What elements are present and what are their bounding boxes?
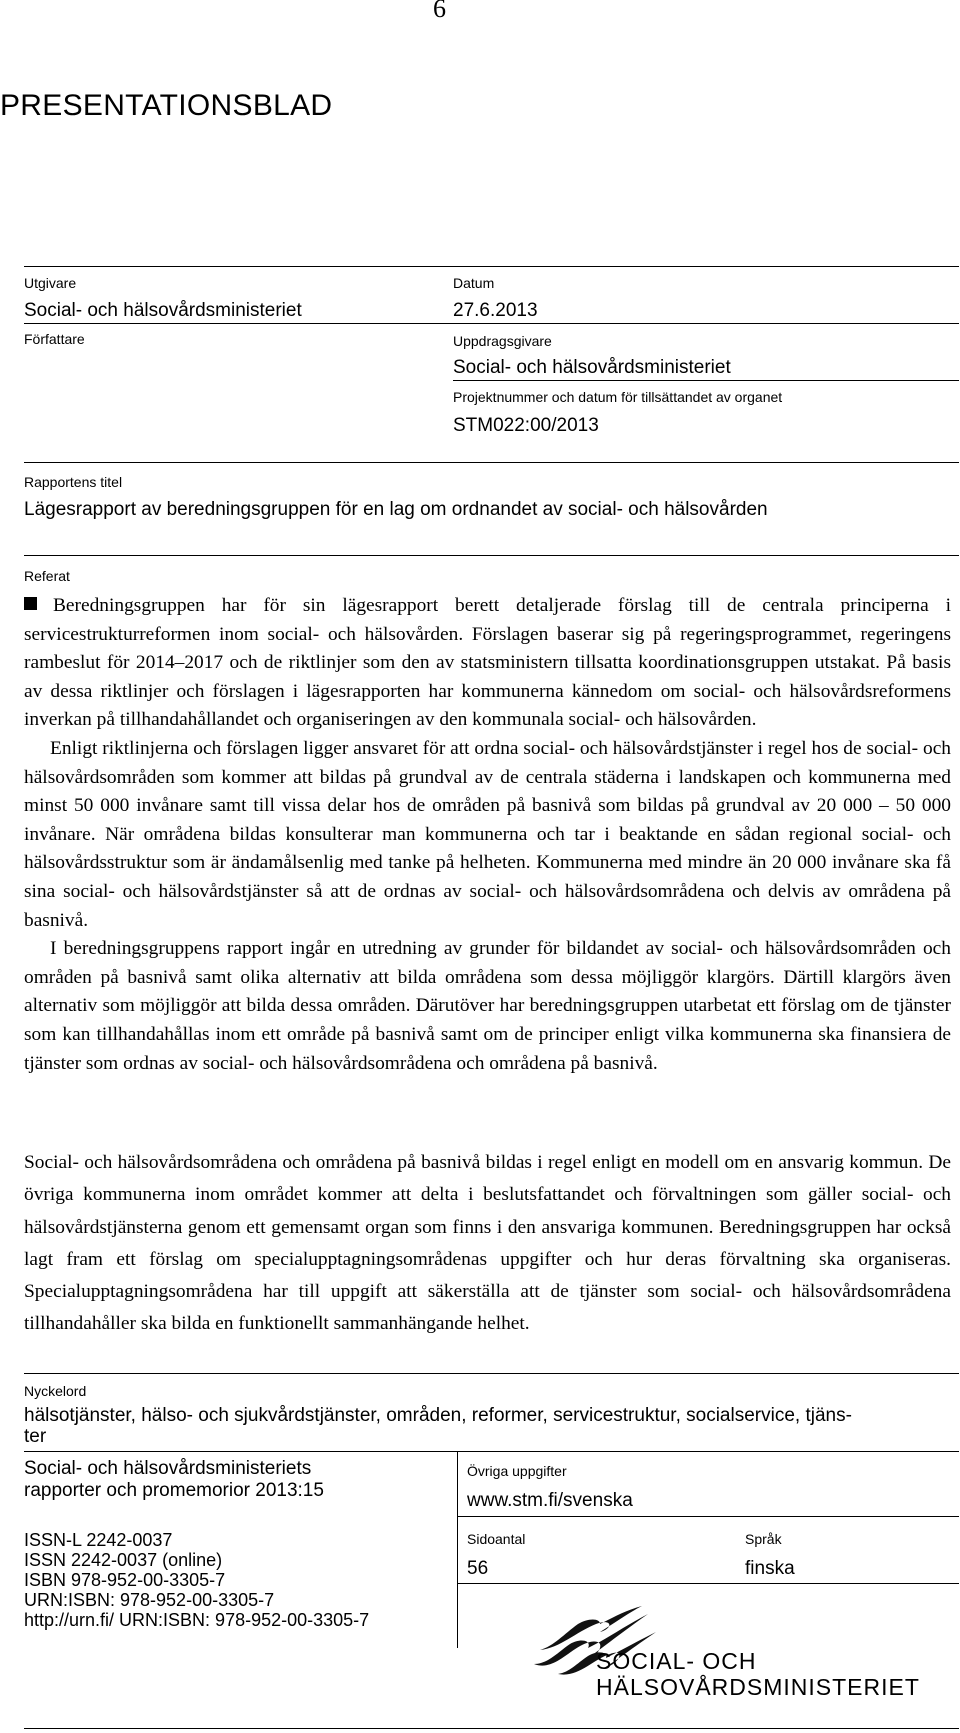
pages-label: Sidoantal bbox=[467, 1531, 526, 1547]
abstract-paragraph: Beredningsgruppen har för sin lägesrapport berett detaljerade förslag till de centrala principerna i servicestrukturreformen inom social- och hälsovården. Förslagen baserar sig på regeringsprogrammet, regeringens rambeslut för 2014–2017 och de riktlinjer som den av statsministern tillsatta koordinationsgruppen utstakat. På basis av dessa riktlinjer och förslagen i lägesrapporten har kommunerna kännedom om social- och hälsovårdsreformens inverkan på tillhandahållandet och organiseringen av den kommunala social- och hälsovården. bbox=[24, 595, 951, 731]
divider bbox=[24, 555, 959, 556]
series-line: Social- och hälsovårdsministeriets bbox=[24, 1458, 312, 1479]
divider bbox=[24, 1373, 959, 1374]
publisher-label: Utgivare bbox=[24, 275, 77, 291]
other-info-label: Övriga uppgifter bbox=[467, 1463, 567, 1479]
project-value: STM022:00/2013 bbox=[453, 415, 599, 436]
bullet-icon bbox=[24, 597, 37, 610]
page-title: PRESENTATIONSBLAD bbox=[0, 89, 333, 122]
identifier: ISSN-L 2242-0037 bbox=[24, 1530, 173, 1550]
project-label: Projektnummer och datum för tillsättandet av organet bbox=[453, 389, 783, 405]
identifier-link[interactable]: http://urn.fi/ URN:ISBN: 978-952-00-3305-7 bbox=[24, 1610, 370, 1630]
author-label: Författare bbox=[24, 331, 85, 347]
identifiers-list bbox=[24, 1530, 369, 1630]
commissioner-value: Social- och hälsovårdsministeriet bbox=[453, 357, 731, 378]
divider bbox=[457, 1516, 959, 1517]
date-value: 27.6.2013 bbox=[453, 300, 538, 321]
divider bbox=[453, 380, 959, 381]
divider bbox=[457, 1583, 959, 1584]
keywords-label: Nyckelord bbox=[24, 1383, 87, 1399]
logo-text: HÄLSOVÅRDSMINISTERIET bbox=[596, 1674, 920, 1700]
report-title-label: Rapportens titel bbox=[24, 474, 123, 490]
abstract-label: Referat bbox=[24, 568, 70, 584]
divider bbox=[24, 266, 959, 267]
identifier: ISBN 978-952-00-3305-7 bbox=[24, 1570, 226, 1590]
other-info-link[interactable]: www.stm.fi/svenska bbox=[467, 1490, 633, 1511]
page-number: 6 bbox=[433, 0, 446, 23]
divider bbox=[24, 323, 959, 324]
language-label: Språk bbox=[745, 1531, 782, 1547]
divider bbox=[24, 1451, 959, 1452]
abstract-paragraph: I beredningsgruppens rapport ingår en utredning av grunder för bildandet av social- och hälsovårdsområden och områden på basnivå samt olika alternativ att bilda områdena som dessa möjliggör klargörs. Därtill klargörs även alternativ som möjliggör att bilda dessa områden. Därutöver har beredningsgruppen utarbetat ett förslag om de tjänster som kan tillhandahållas inom ett område på basnivå samt om de principer enligt vilka kommunerna ska finansiera de tjänster som ordnas av social- och hälsovårdsområdena och områdena på basnivå. bbox=[24, 938, 951, 1074]
pages-value: 56 bbox=[467, 1558, 489, 1579]
identifier: URN:ISBN: 978-952-00-3305-7 bbox=[24, 1590, 275, 1610]
series-line: rapporter och promemorior 2013:15 bbox=[24, 1480, 324, 1501]
language-value: finska bbox=[745, 1558, 795, 1579]
publisher-value: Social- och hälsovårdsministeriet bbox=[24, 300, 302, 321]
keywords-line: ter bbox=[24, 1426, 47, 1447]
abstract-paragraph: Enligt riktlinjerna och förslagen ligger ansvaret för att ordna social- och hälsovårdstjänster i regel hos de social- och hälsovårdsområden som kommer att bildas på grundval av de centrala städerna i landskapen och kommunerna med minst 50 000 invånare samt till vissa delar hos de områden på basnivå som bildas på grundval av 20 000 – 50 000 invånare. När områdena bildas konsulterar man kommunerna och tar i beaktande en sådan regional social- och hälsovårdsstruktur som är ändamålsenlig med tanke på helheten. Kommunerna med mindre än 20 000 invånare ska få sina social- och hälsovårdstjänster så att de ordnas av social- och hälsovårdsområdena och delvis av områdena på basnivå. bbox=[24, 737, 951, 931]
abstract-body-continued bbox=[24, 1147, 951, 1341]
abstract-body bbox=[24, 592, 951, 1078]
identifier: ISSN 2242-0037 (online) bbox=[24, 1550, 223, 1570]
commissioner-label: Uppdragsgivare bbox=[453, 333, 552, 349]
date-label: Datum bbox=[453, 275, 495, 291]
column-divider bbox=[457, 1451, 458, 1648]
divider bbox=[24, 462, 959, 463]
keywords-line: hälsotjänster, hälso- och sjukvårdstjänster, områden, reformer, servicestruktur, socialservice, tjäns- bbox=[24, 1405, 852, 1426]
bottom-rule bbox=[24, 1728, 959, 1729]
abstract-paragraph: Social- och hälsovårdsområdena och områdena på basnivå bildas i regel enligt en modell om en ansvarig kommun. De övriga kommunerna inom området kommer att delta i beslutsfattandet och förvaltningen som gäller social- och hälsovårdstjänsterna genom ett gemensamt organ som finns i den ansvariga kommunen. Beredningsgruppen har också lagt fram ett förslag om specialupptagningsområdenas uppgifter och hur deras förvaltning ska organiseras. Specialupptagningsområdena har till uppgift att säkerställa att de tjänster som social- och hälsovårdsområdena tillhandahåller ska bilda en funktionellt sammanhängande helhet. bbox=[24, 1152, 951, 1335]
report-title-value: Lägesrapport av beredningsgruppen för en lag om ordnandet av social- och hälsovården bbox=[24, 499, 768, 520]
logo-text: SOCIAL- OCH bbox=[596, 1648, 757, 1674]
